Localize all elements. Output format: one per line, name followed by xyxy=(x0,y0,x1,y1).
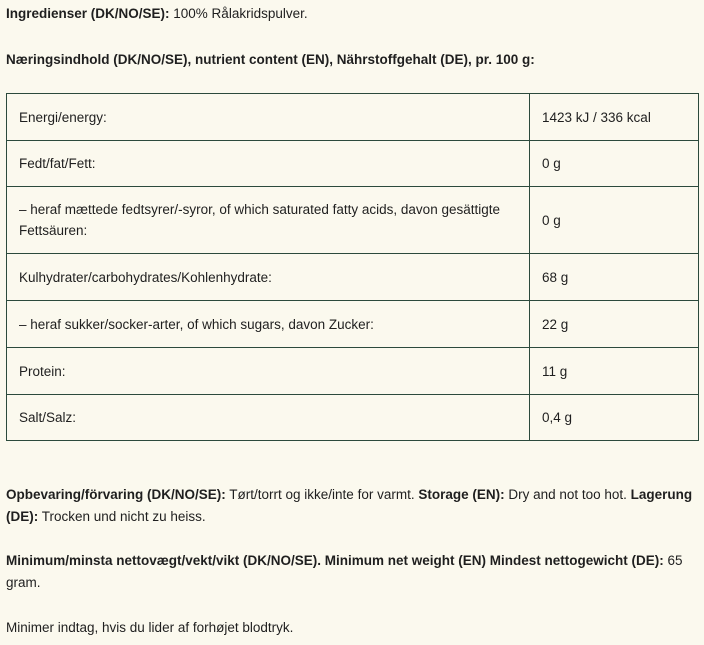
nutrition-heading xyxy=(6,50,696,70)
storage-text-en: Dry and not too hot. xyxy=(504,487,631,502)
nutrient-value: 0 g xyxy=(530,187,699,254)
nutrient-value: 68 g xyxy=(530,254,699,301)
table-row xyxy=(7,395,699,441)
ingredients-label: Ingredienser (DK/NO/SE): xyxy=(6,6,170,21)
ingredients-text: 100% Rålakridspulver. xyxy=(169,6,308,21)
nutrient-label: Salt/Salz: xyxy=(7,395,530,441)
warning-text: Minimer indtag, hvis du lider af forhøjet blodtryk. xyxy=(6,620,294,635)
warning-paragraph xyxy=(6,618,696,638)
nutrient-value: 22 g xyxy=(530,301,699,348)
table-row xyxy=(7,301,699,348)
nutrient-label: Kulhydrater/carbohydrates/Kohlenhydrate: xyxy=(7,254,530,301)
net-weight-paragraph xyxy=(6,550,696,594)
nutrient-label: Fedt/fat/Fett: xyxy=(7,141,530,187)
nutrient-value: 1423 kJ / 336 kcal xyxy=(530,94,699,141)
table-row xyxy=(7,187,699,254)
storage-label-dk: Opbevaring/förvaring (DK/NO/SE): xyxy=(6,487,226,502)
nutrient-value: 0 g xyxy=(530,141,699,187)
storage-label-de: Lagerung (DE): xyxy=(6,487,693,524)
storage-label-en: Storage (EN): xyxy=(418,487,505,502)
nutrient-value: 11 g xyxy=(530,348,699,395)
nutrient-label: Energi/energy: xyxy=(7,94,530,141)
table-row xyxy=(7,348,699,395)
storage-text-de: Trocken und nicht zu heiss. xyxy=(38,509,206,524)
net-weight-label: Minimum/minsta nettovægt/vekt/vikt (DK/NO/SE). Minimum net weight (EN) Mindest nettogewicht (DE): xyxy=(6,553,664,568)
table-row xyxy=(7,141,699,187)
nutrient-label: Protein: xyxy=(7,348,530,395)
net-weight-text: 65 gram. xyxy=(6,553,683,590)
nutrient-label: – heraf sukker/socker-arter, of which sugars, davon Zucker: xyxy=(7,301,530,348)
table-row xyxy=(7,254,699,301)
nutrition-table xyxy=(6,93,699,441)
nutrition-heading-text: Næringsindhold (DK/NO/SE), nutrient content (EN), Nährstoffgehalt (DE), pr. 100 g: xyxy=(6,52,535,67)
table-row xyxy=(7,94,699,141)
nutrient-value: 0,4 g xyxy=(530,395,699,441)
storage-text-dk: Tørt/torrt og ikke/inte for varmt. xyxy=(225,487,419,502)
nutrient-label: – heraf mættede fedtsyrer/-syror, of which saturated fatty acids, davon gesättigte Fettsäuren: xyxy=(7,187,530,254)
storage-paragraph xyxy=(6,484,696,528)
ingredients-line xyxy=(6,4,696,24)
